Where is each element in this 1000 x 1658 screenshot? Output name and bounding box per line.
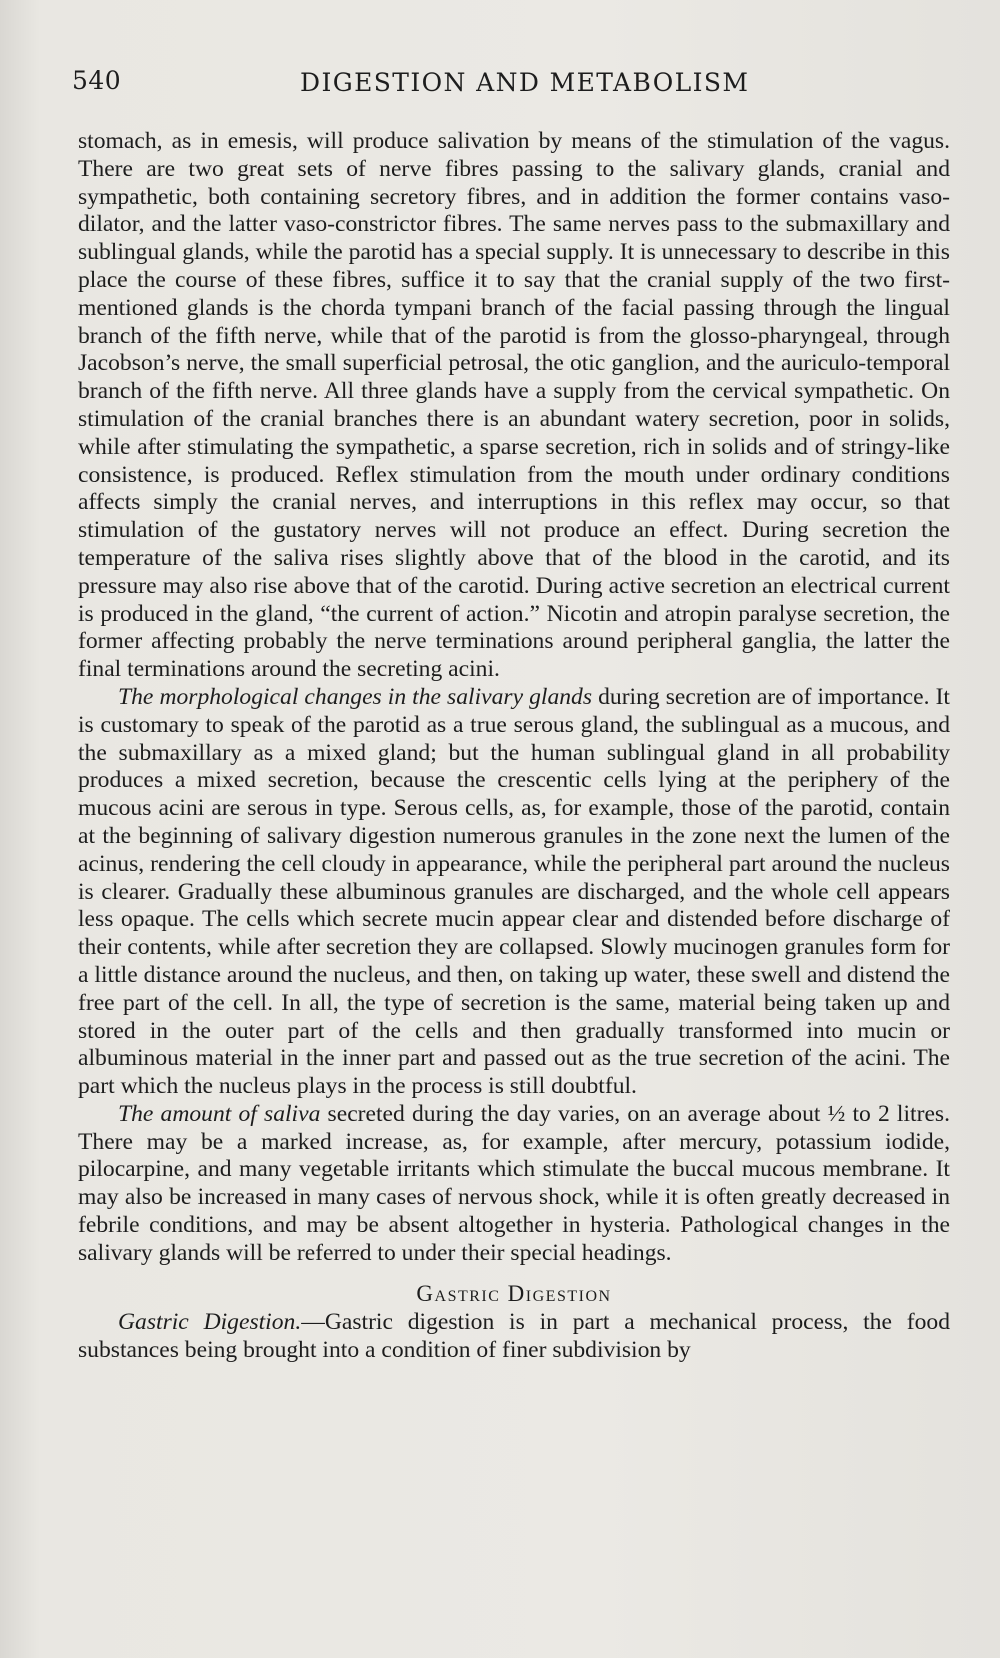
- paragraph-text: —Gastric digestion is in part a mechanical process, the food substances being brought into a condition of finer subdivision by: [78, 1309, 950, 1364]
- paragraph-text: during secretion are of importance. It is customary to speak of the parotid as a true serous gland, the sublingual as a mucous, and the submaxillary as a mixed gland; but the human sublingual gland in all probability produces a mixed secretion, because the crescentic cells lying at the periphery of the mucous acini are serous in type. Serous cells, as, for example, those of the parotid, contain at the beginning of salivary digestion numerous granules in the zone next the lumen of the acinus, rendering the cell cloudy in appearance, while the peripheral part around the nucleus is clearer. Gradually these albuminous granules are discharged, and the whole cell appears less opaque. The cells which secrete mucin appear clear and distended before discharge of their contents, while after secretion they are collapsed. Slowly mucinogen granules form for a little distance around the nucleus, and then, on taking up water, these swell and distend the free part of the cell. In all, the type of secretion is the same, material being taken up and stored in the outer part of the cells and then gradually transformed into mucin or albuminous material in the inner part and passed out as the true secretion of the acini. The part which the nucleus plays in the process is still doubtful.: [78, 683, 950, 1100]
- paragraph-lead-italic: Gastric Digestion.: [118, 1309, 302, 1336]
- paragraph-gastric-digestion: [78, 1309, 950, 1365]
- page-header: [72, 62, 940, 102]
- page-number: 540: [72, 66, 122, 95]
- paragraph-amount-of-saliva: [78, 1101, 950, 1268]
- body-text: [78, 128, 950, 1365]
- paragraph-lead-italic: The amount of saliva: [118, 1100, 321, 1127]
- paragraph-morphological-changes: [78, 684, 950, 1101]
- paragraph-lead-italic: The morphological changes in the salivary glands: [118, 683, 593, 710]
- section-heading: Gastric Digestion: [416, 1280, 612, 1306]
- paragraph-text: secreted during the day varies, on an average about ½ to 2 litres. There may be a marked increase, as, for example, after mercury, potassium iodide, pilocarpine, and many vegetable irritants which stimulate the buccal mucous membrane. It may also be increased in many cases of nervous shock, while it is often greatly decreased in febrile conditions, and may be absent altogether in hysteria. Pathological changes in the salivary glands will be referred to under their special headings.: [78, 1100, 951, 1266]
- paragraph-salivary-nerves: stomach, as in emesis, will produce salivation by means of the stimulation of the vagus. There are two great sets of nerve fibres passing to the salivary glands, cranial and sympathetic, both containing secretory fibres, and in addition the former contains vaso-dilator, and the latter vaso-constrictor fibres. The same nerves pass to the submaxillary and sublingual glands, while the parotid has a special supply. It is unnecessary to describe in this place the course of these fibres, suffice it to say that the cranial supply of the two first-mentioned glands is the chorda tympani branch of the facial passing through the lingual branch of the fifth nerve, while that of the parotid is from the glosso-pharyngeal, through Jacobson’s nerve, the small superficial petrosal, the otic ganglion, and the auriculo-temporal branch of the fifth nerve. All three glands have a supply from the cervical sympathetic. On stimulation of the cranial branches there is an abundant watery secretion, poor in solids, while after stimulating the sympathetic, a sparse secretion, rich in solids and of stringy-like consistence, is produced. Reflex stimulation from the mouth under ordinary conditions affects simply the cranial nerves, and interruptions in this reflex may occur, so that stimulation of the gustatory nerves will not produce an effect. During secretion the temperature of the saliva rises slightly above that of the blood in the carotid, and its pressure may also rise above that of the carotid. During active secretion an electrical current is produced in the gland, “the current of action.” Nicotin and atropin paralyse secretion, the former affecting probably the nerve terminations around peripheral ganglia, the latter the final terminations around the secreting acini.: [78, 128, 950, 683]
- running-head: DIGESTION AND METABOLISM: [300, 68, 750, 97]
